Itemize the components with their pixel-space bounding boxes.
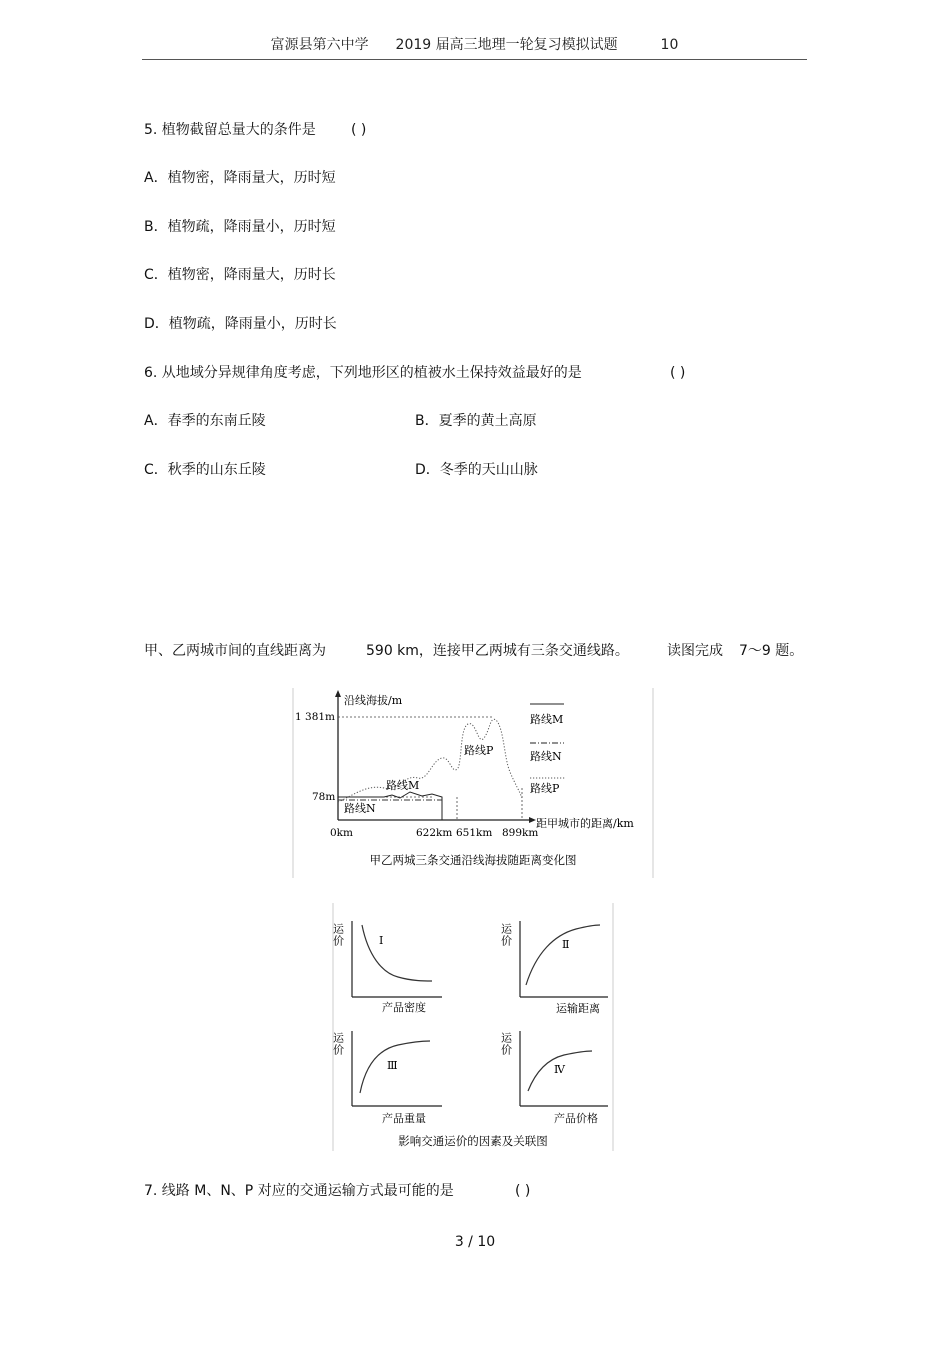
page-header — [142, 34, 807, 54]
x-tick-622: 622km — [416, 827, 453, 839]
panel-I — [332, 921, 442, 1014]
route-P-label: 路线P — [464, 744, 494, 757]
header-rule — [142, 59, 807, 60]
panel-I-xlabel: 产品密度 — [382, 1001, 426, 1014]
y-tick-low: 78m — [312, 791, 336, 803]
panel-IV — [500, 1031, 609, 1125]
question-5-answer-paren: ( ) — [351, 122, 367, 138]
question-5-stem: 5. 植物截留总量大的条件是 — [144, 122, 316, 138]
panel-II-curve — [526, 925, 600, 985]
figure-2-caption: 影响交通运价的因素及关联图 — [398, 1134, 548, 1148]
intro-part-2: 590 km，连接甲乙两城有三条交通线路。 — [366, 643, 629, 659]
legend-M-label: 路线M — [530, 713, 564, 726]
question-6-option-a: A．春季的东南丘陵 — [144, 413, 266, 429]
header-title: 2019 届高三地理一轮复习模拟试题 — [395, 37, 618, 53]
panel-I-ylabel: 运价 — [332, 923, 345, 947]
panel-IV-ylabel: 运价 — [499, 1032, 513, 1056]
y-axis-label: 沿线海拔/m — [344, 694, 403, 707]
question-6-stem: 6. 从地域分异规律角度考虑，下列地形区的植被水土保持效益最好的是 — [144, 365, 582, 381]
legend-P-label: 路线P — [530, 782, 560, 795]
panel-IV-roman: Ⅳ — [554, 1063, 565, 1076]
panel-III-xlabel: 产品重量 — [382, 1112, 426, 1125]
x-tick-0: 0km — [330, 827, 353, 839]
y-axis-arrow — [335, 690, 341, 697]
question-6-answer-paren: ( ) — [670, 365, 686, 381]
page-number: 3 / 10 — [454, 1234, 496, 1250]
intro-part-1: 甲、乙两城市间的直线距离为 — [144, 643, 326, 659]
x-axis-label: 距甲城市的距离/km — [536, 817, 634, 830]
x-tick-899: 899km — [502, 827, 539, 839]
question-6-option-b: B．夏季的黄土高原 — [415, 413, 537, 429]
question-5-option-c: C．植物密，降雨量大，历时长 — [144, 267, 336, 283]
header-school: 富源县第六中学 — [270, 37, 369, 53]
figure-1-caption: 甲乙两城三条交通沿线海拔随距离变化图 — [369, 853, 577, 867]
question-6-option-c: C．秋季的山东丘陵 — [144, 462, 266, 478]
panel-I-roman: Ⅰ — [379, 934, 384, 947]
question-6-option-d: D．冬季的天山山脉 — [415, 462, 538, 478]
question-5-option-b: B．植物疏，降雨量小，历时短 — [144, 219, 336, 235]
panel-I-curve — [362, 925, 432, 981]
question-7-answer-paren: ( ) — [515, 1183, 531, 1199]
question-5-option-a: A．植物密，降雨量大，历时短 — [144, 170, 336, 186]
route-M-label: 路线M — [386, 779, 420, 792]
question-5-option-d: D．植物疏，降雨量小，历时长 — [144, 316, 337, 332]
header-number: 10 — [660, 37, 679, 53]
freight-factors-figure — [332, 903, 614, 1153]
panel-IV-xlabel: 产品价格 — [554, 1112, 598, 1125]
route-N-label: 路线N — [344, 802, 376, 815]
panel-II-ylabel: 运价 — [499, 923, 513, 947]
question-7-stem: 7. 线路 M、N、P 对应的交通运输方式最可能的是 — [144, 1183, 454, 1199]
panel-III-roman: Ⅲ — [387, 1059, 398, 1072]
panel-III — [332, 1031, 442, 1125]
intro-part-3: 读图完成 — [667, 643, 723, 659]
intro-part-4: 7～9 题。 — [739, 643, 804, 659]
x-axis-arrow — [529, 817, 536, 823]
y-tick-high: 1 381m — [295, 711, 336, 723]
x-tick-651: 651km — [456, 827, 493, 839]
panel-II — [500, 921, 609, 1015]
elevation-profile-figure — [292, 688, 654, 878]
route-P-line — [338, 719, 522, 802]
panel-II-xlabel: 运输距离 — [556, 1002, 600, 1015]
legend-N-label: 路线N — [530, 750, 562, 763]
panel-II-roman: Ⅱ — [562, 938, 570, 951]
panel-III-ylabel: 运价 — [332, 1032, 345, 1056]
